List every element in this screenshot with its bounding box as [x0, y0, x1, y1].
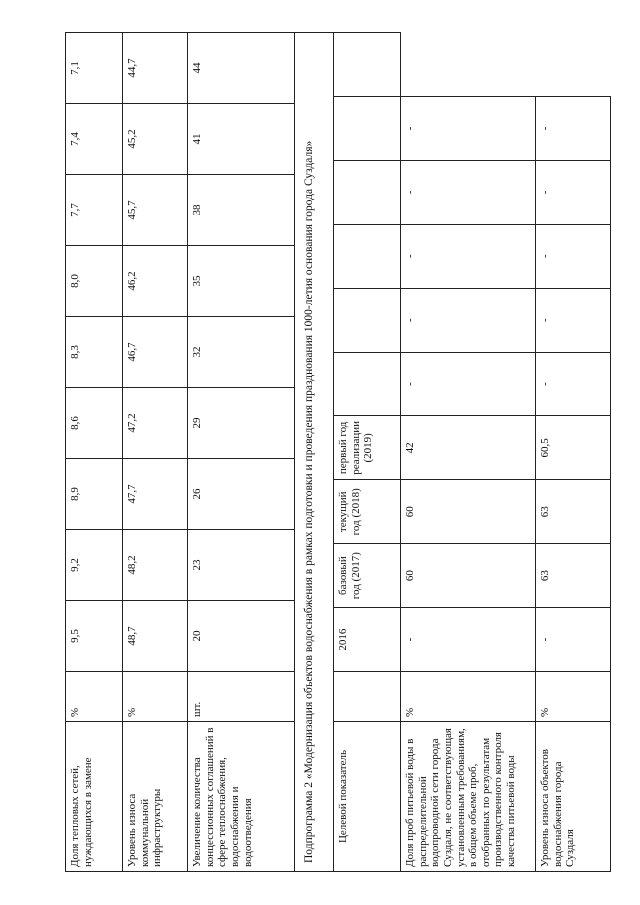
column-header-cell: Целевой показатель: [334, 722, 401, 872]
value-cell: 32: [188, 317, 295, 388]
table-row: [123, 33, 188, 872]
value-cell: 45,2: [123, 104, 188, 175]
value-cell: -: [401, 288, 536, 352]
value-cell: -: [401, 160, 536, 224]
value-cell: 38: [188, 175, 295, 246]
column-header-cell: [334, 672, 401, 722]
value-cell: 60,5: [536, 416, 611, 480]
unit-cell: %: [401, 672, 536, 722]
value-cell: -: [536, 608, 611, 672]
value-cell: 44: [188, 33, 295, 104]
value-cell: 60: [401, 544, 536, 608]
value-cell: 26: [188, 459, 295, 530]
value-cell: 7,4: [66, 104, 123, 175]
value-cell: 46,7: [123, 317, 188, 388]
value-cell: -: [401, 352, 536, 416]
indicators-table: [65, 32, 295, 872]
unit-cell: шт.: [188, 672, 295, 722]
value-cell: 46,2: [123, 246, 188, 317]
table-row: [536, 33, 611, 872]
value-cell: 47,7: [123, 459, 188, 530]
value-cell: -: [536, 224, 611, 288]
table-row: [188, 33, 295, 872]
value-cell: 48,2: [123, 530, 188, 601]
column-header-cell: [334, 33, 401, 97]
column-header-cell: 2016: [334, 608, 401, 672]
subprogram-title: Подпрограмма 2 «Модернизация объектов водоснабжения в рамках подготовки и проведения празднования 1000-летия основания города Суздаля»: [295, 32, 333, 872]
value-cell: 29: [188, 388, 295, 459]
value-cell: 8,9: [66, 459, 123, 530]
value-cell: 63: [536, 544, 611, 608]
table-row: [401, 33, 536, 872]
indicators-table-body: [66, 33, 295, 872]
value-cell: 41: [188, 104, 295, 175]
unit-cell: %: [123, 672, 188, 722]
value-cell: 20: [188, 601, 295, 672]
value-cell: 47,2: [123, 388, 188, 459]
value-cell: 8,6: [66, 388, 123, 459]
value-cell: 7,7: [66, 175, 123, 246]
column-header-cell: [334, 352, 401, 416]
value-cell: 45,7: [123, 175, 188, 246]
table-row: [66, 33, 123, 872]
value-cell: 9,5: [66, 601, 123, 672]
value-cell: -: [401, 608, 536, 672]
indicator-name-cell: Доля тепловых сетей, нуждающихся в замене: [66, 722, 123, 872]
indicator-name-cell: Уровень износа объектов водоснабжения города Суздаля: [536, 722, 611, 872]
column-header-cell: [334, 224, 401, 288]
value-cell: 8,3: [66, 317, 123, 388]
value-cell: -: [536, 288, 611, 352]
column-header-cell: [334, 160, 401, 224]
value-cell: -: [536, 352, 611, 416]
subprogram-table-body: [401, 33, 611, 872]
column-header-cell: базовый год (2017): [334, 544, 401, 608]
value-cell: -: [536, 96, 611, 160]
column-header-cell: текущий год (2018): [334, 480, 401, 544]
unit-cell: %: [536, 672, 611, 722]
indicator-name-cell: Увеличение количества концессионных соглашений в сфере теплоснабжения, водоснабжения и водоотведения: [188, 722, 295, 872]
value-cell: 8,0: [66, 246, 123, 317]
value-cell: 7,1: [66, 33, 123, 104]
value-cell: 42: [401, 416, 536, 480]
value-cell: -: [536, 160, 611, 224]
indicator-name-cell: Доля проб питьевой воды в распределительной водопроводной сети города Суздаля, не соответствующая установленным требованиям, в общем объеме проб, отобранных по результатам производственного контроля качества питьевой воды: [401, 722, 536, 872]
value-cell: 9,2: [66, 530, 123, 601]
indicator-name-cell: Уровень износа коммунальной инфраструктуры: [123, 722, 188, 872]
value-cell: 23: [188, 530, 295, 601]
value-cell: -: [401, 96, 536, 160]
value-cell: -: [401, 224, 536, 288]
value-cell: 48,7: [123, 601, 188, 672]
value-cell: 44,7: [123, 33, 188, 104]
subprogram-table-header: [334, 33, 401, 872]
column-header-cell: первый год реализации (2019): [334, 416, 401, 480]
column-header-cell: [334, 96, 401, 160]
rotated-page: [65, 32, 575, 872]
unit-cell: %: [66, 672, 123, 722]
value-cell: 60: [401, 480, 536, 544]
column-header-cell: [334, 288, 401, 352]
subprogram-table: [333, 32, 611, 872]
value-cell: 35: [188, 246, 295, 317]
value-cell: 63: [536, 480, 611, 544]
